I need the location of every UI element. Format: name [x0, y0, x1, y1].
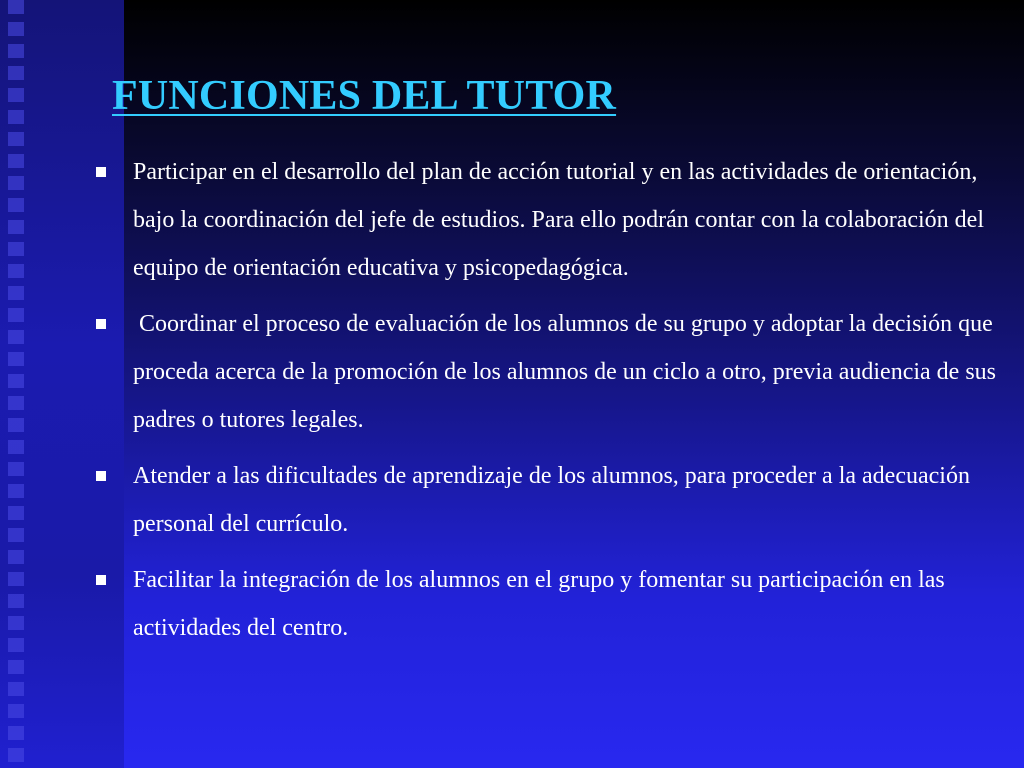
bullet-item	[96, 300, 1008, 444]
decorative-square	[8, 110, 24, 124]
bullet-text: Coordinar el proceso de evaluación de los alumnos de su grupo y adoptar la decisión que proceda acerca de la promoción de los alumnos de un ciclo a otro, previa audiencia de sus padres o tutores legales.	[133, 311, 1002, 433]
bullet-text: Atender a las dificultades de aprendizaje de los alumnos, para proceder a la adecuación personal del currículo.	[133, 463, 970, 537]
slide-title: FUNCIONES DEL TUTOR	[112, 73, 617, 119]
decorative-square	[8, 44, 24, 58]
decorative-square	[8, 726, 24, 740]
decorative-square	[8, 132, 24, 146]
bullet-item	[96, 148, 1008, 292]
square-bullet-icon	[96, 575, 106, 585]
decorative-square	[8, 440, 24, 454]
decorative-square-column	[8, 0, 26, 768]
decorative-square	[8, 594, 24, 608]
decorative-square	[8, 22, 24, 36]
decorative-square	[8, 418, 24, 432]
decorative-square	[8, 660, 24, 674]
bullet-item	[96, 452, 1008, 548]
decorative-square	[8, 550, 24, 564]
decorative-square	[8, 176, 24, 190]
decorative-square	[8, 682, 24, 696]
decorative-square	[8, 88, 24, 102]
decorative-square	[8, 704, 24, 718]
decorative-square	[8, 0, 24, 14]
decorative-square	[8, 528, 24, 542]
decorative-square	[8, 330, 24, 344]
decorative-square	[8, 198, 24, 212]
bullet-item	[96, 556, 1008, 652]
decorative-square	[8, 66, 24, 80]
decorative-square	[8, 638, 24, 652]
decorative-square	[8, 154, 24, 168]
decorative-square	[8, 286, 24, 300]
bullet-text: Participar en el desarrollo del plan de acción tutorial y en las actividades de orientación, bajo la coordinación del jefe de estudios. Para ello podrán contar con la colaboración del equipo de orientación educativa y psicopedagógica.	[133, 159, 985, 281]
decorative-square	[8, 572, 24, 586]
square-bullet-icon	[96, 167, 106, 177]
decorative-square	[8, 264, 24, 278]
decorative-square	[8, 220, 24, 234]
decorative-square	[8, 352, 24, 366]
decorative-square	[8, 462, 24, 476]
decorative-square	[8, 484, 24, 498]
decorative-square	[8, 396, 24, 410]
square-bullet-icon	[96, 471, 106, 481]
decorative-square	[8, 616, 24, 630]
decorative-square	[8, 748, 24, 762]
bullet-list	[96, 148, 1008, 660]
decorative-square	[8, 308, 24, 322]
decorative-square	[8, 506, 24, 520]
bullet-text: Facilitar la integración de los alumnos en el grupo y fomentar su participación en las actividades del centro.	[133, 567, 945, 641]
decorative-square	[8, 242, 24, 256]
decorative-square	[8, 374, 24, 388]
square-bullet-icon	[96, 319, 106, 329]
